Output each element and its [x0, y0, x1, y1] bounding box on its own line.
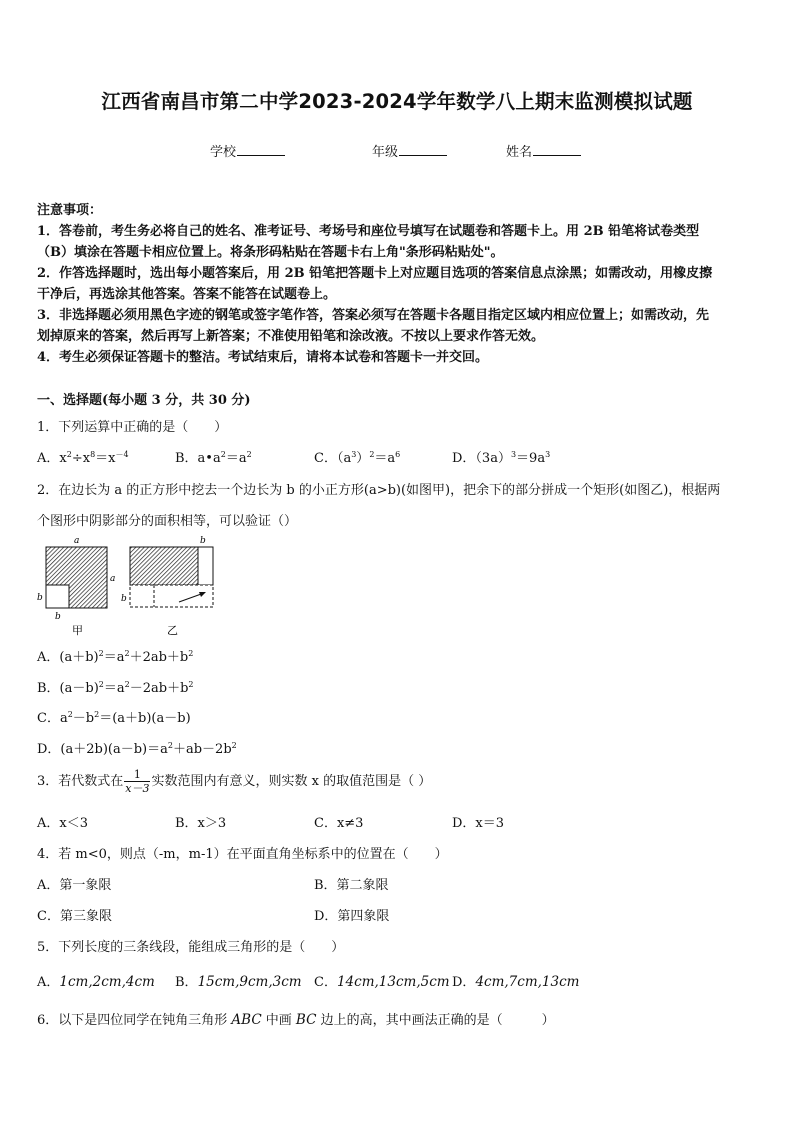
- notes-line: 划掉原来的答案，然后再写上新答案；不准使用铅笔和涂改液。不按以上要求作答无效。: [37, 329, 545, 344]
- fig-label-a-side: a: [110, 574, 116, 584]
- question-1-stem: 1．下列运算中正确的是（ ）: [37, 420, 228, 435]
- q2-option-a[interactable]: A．$(a+b)^2=a^2+2ab+b^2$: [37, 649, 194, 665]
- notes-line: 4．考生必须保证答题卡的整洁。考试结束后，请将本试卷和答题卡一并交回。: [37, 350, 489, 365]
- fig-label-b-side: b: [37, 593, 43, 603]
- q1-option-c[interactable]: C．$(a^3)^2=a^6$: [314, 450, 401, 466]
- q4-option-b[interactable]: B．第二象限: [314, 878, 389, 893]
- notes-line: （B）填涂在答题卡相应位置上。将条形码粘贴在答题卡右上角"条形码粘贴处"。: [37, 245, 504, 260]
- q3-option-c[interactable]: C．x≠3: [314, 816, 364, 831]
- q5-option-a[interactable]: A．1cm,2cm,4cm: [37, 974, 155, 990]
- fig-label-b-bottom: b: [55, 612, 61, 622]
- notes-line: 2．作答选择题时，选出每小题答案后，用 2B 铅笔把答题卡上对应题目选项的答案信息点涂黑；如需改动，用橡皮擦: [37, 266, 713, 281]
- q3-option-a[interactable]: A．x＜3: [37, 816, 88, 831]
- question-5-stem: 5．下列长度的三条线段，能组成三角形的是（ ）: [37, 940, 345, 955]
- q5-option-b[interactable]: B．15cm,9cm,3cm: [175, 974, 302, 990]
- school-field: [210, 141, 285, 160]
- notes-line: 1．答卷前，考生务必将自己的姓名、准考证号、考场号和座位号填写在试题卷和答题卡上。用 2B 铅笔将试卷类型: [37, 224, 700, 239]
- question-3-stem: 3．若代数式在 $\frac{1}{x-3}$ 实数范围内有意义，则实数 x 的取值范围是（ ）: [37, 768, 432, 795]
- page-title: 江西省南昌市第二中学2023-2024学年数学八上期末监测模拟试题: [101, 90, 693, 113]
- notes-block: [37, 200, 757, 368]
- question-6-stem: 6．以下是四位同学在钝角三角形 ABC 中画 BC 边上的高，其中画法正确的是（ ）: [37, 1012, 555, 1028]
- q1-option-d[interactable]: D．$(3a)^3=9a^3$: [452, 450, 551, 466]
- school-label: 学校: [210, 145, 237, 160]
- fig-label-b-left: b: [121, 594, 127, 604]
- grade-label: 年级: [372, 145, 399, 160]
- q3-option-d[interactable]: D．x＝3: [452, 816, 505, 831]
- q2-option-c[interactable]: C．$a^2-b^2=(a+b)(a-b)$: [37, 710, 191, 726]
- question-2-stem-line1: 2．在边长为 a 的正方形中挖去一个边长为 b 的小正方形(a>b)(如图甲)，把余下的部分拼成一个矩形(如图乙)，根据两: [37, 483, 721, 498]
- q4-option-a[interactable]: A．第一象限: [37, 878, 112, 893]
- fig-caption-jia: 甲: [72, 624, 83, 637]
- fig-label-a-top: a: [74, 536, 80, 546]
- q5-option-d[interactable]: D．4cm,7cm,13cm: [452, 974, 580, 990]
- question-2-stem-line2: 个图形中阴影部分的面积相等，可以验证（）: [37, 514, 298, 529]
- name-field: [506, 141, 581, 160]
- notes-heading: 注意事项：: [37, 203, 103, 218]
- q3-option-b[interactable]: B．x＞3: [175, 816, 227, 831]
- q1-option-b[interactable]: B．$a•a^2=a^2$: [175, 450, 252, 466]
- question-4-stem: 4．若 m<0，则点（-m，m-1）在平面直角坐标系中的位置在（ ）: [37, 847, 448, 862]
- q5-option-c[interactable]: C．14cm,13cm,5cm: [314, 974, 450, 990]
- q2-option-d[interactable]: D．$(a+2b)(a-b)=a^2+ab-2b^2$: [37, 741, 237, 757]
- q4-option-c[interactable]: C．第三象限: [37, 909, 112, 924]
- fig-caption-yi: 乙: [167, 624, 178, 637]
- fraction: $\frac{1}{x-3}$: [125, 768, 150, 795]
- q4-option-d[interactable]: D．第四象限: [314, 909, 390, 924]
- section-heading: 一、选择题(每小题 3 分，共 30 分): [37, 393, 251, 408]
- name-blank[interactable]: [533, 143, 581, 156]
- fig-label-b-top: b: [200, 536, 206, 546]
- school-blank[interactable]: [237, 143, 285, 156]
- notes-line: 干净后，再选涂其他答案。答案不能答在试题卷上。: [37, 287, 337, 302]
- notes-line: 3．非选择题必须用黑色字迹的钢笔或签字笔作答，答案必须写在答题卡各题目指定区域内相应位置上；如需改动，先: [37, 308, 710, 323]
- square-rectangle-figure: [34, 534, 224, 640]
- name-label: 姓名: [506, 145, 533, 160]
- figure-yi: [121, 536, 213, 637]
- q2-option-b[interactable]: B．$(a-b)^2=a^2-2ab+b^2$: [37, 680, 194, 696]
- grade-blank[interactable]: [399, 143, 447, 156]
- grade-field: [372, 141, 447, 160]
- q1-option-a[interactable]: A．$x^2\div x^8=x^{-4}$: [37, 450, 129, 466]
- figure-jia: [37, 536, 115, 637]
